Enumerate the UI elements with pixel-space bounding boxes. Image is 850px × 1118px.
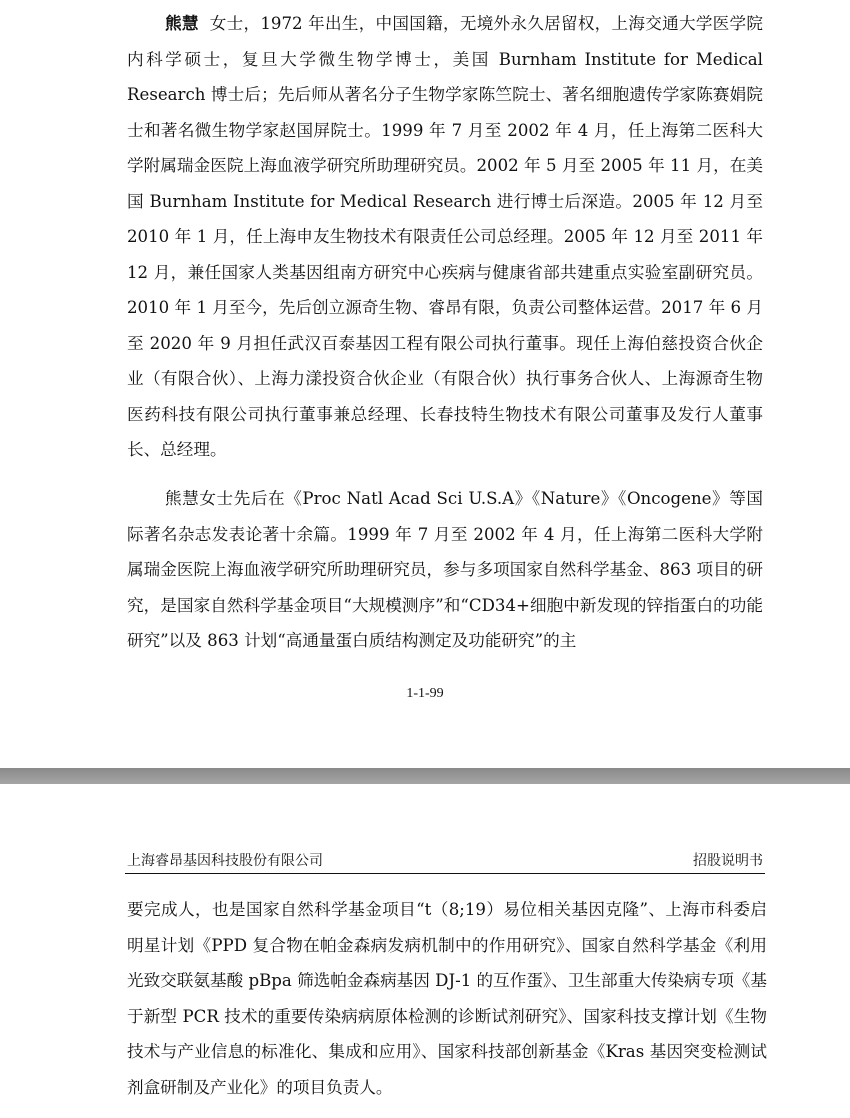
running-header-doc-type: 招股说明书: [693, 853, 763, 869]
bio-paragraph-2: 熊慧女士先后在《Proc Natl Acad Sci U.S.A》《Nature》《Oncogene》等国际著名杂志发表论著十余篇。1999 年 7 月至 2002 年 4 月，任上海第二医科大学附属瑞金医院上海血液学研究所助理研究员，参与多项国家自然科学基金、863 项目的研究，是国家自然科学基金项目“大规模测序”和“CD34+细胞中新发现的锌指蛋白的功能研究”以及 863 计划“高通量蛋白质结构测定及功能研究”的主: [127, 489, 763, 650]
bio-paragraph-1: [127, 6, 763, 468]
running-header-company: 上海睿昂基因科技股份有限公司: [127, 853, 323, 869]
page-separator: [0, 768, 850, 784]
person-name: 熊慧: [165, 13, 199, 33]
bio-paragraph-3: 要完成人，也是国家自然科学基金项目“t（8;19）易位相关基因克隆”、上海市科委启明星计划《PPD 复合物在帕金森病发病机制中的作用研究》、国家自然科学基金《利用光致交联氨基酸 pBpa 筛选帕金森病基因 DJ-1 的互作蛋》、卫生部重大传染病专项《基于新型 PCR 技术的重要传染病病原体检测的诊断试剂研究》、国家科技支撑计划《生物技术与产业信息的标准化、集成和应用》、国家科技部创新基金《Kras 基因突变检测试剂盒研制及产业化》的项目负责人。: [127, 900, 767, 1097]
bio-paragraph-1-text: 女士，1972 年出生，中国国籍，无境外永久居留权，上海交通大学医学院内科学硕士，复旦大学微生物学博士，美国 Burnham Institute for Medical Research 博士后；先后师从著名分子生物学家陈竺院士、著名细胞遗传学家陈赛娟院士和著名微生物学家赵国屏院士。1999 年 7 月至 2002 年 4 月，任上海第二医科大学附属瑞金医院上海血液学研究所助理研究员。2002 年 5 月至 2005 年 11 月，在美国 Burnham Institute for Medical Research 进行博士后深造。2005 年 12 月至 2010 年 1 月，任上海申友生物技术有限责任公司总经理。2005 年 12 月至 2011 年 12 月，兼任国家人类基因组南方研究中心疾病与健康省部共建重点实验室副研究员。2010 年 1 月至今，先后创立源奇生物、睿昂有限，负责公司整体运营。2017 年 6 月至 2020 年 9 月担任武汉百泰基因工程有限公司执行董事。现任上海伯慈投资合伙企业（有限合伙）、上海力漾投资合伙企业（有限合伙）执行事务合伙人、上海源奇生物医药科技有限公司执行董事兼总经理、长春技特生物技术有限公司董事及发行人董事长、总经理。: [127, 14, 763, 459]
page-number: 1-1-99: [406, 686, 444, 701]
header-rule: [125, 873, 765, 874]
